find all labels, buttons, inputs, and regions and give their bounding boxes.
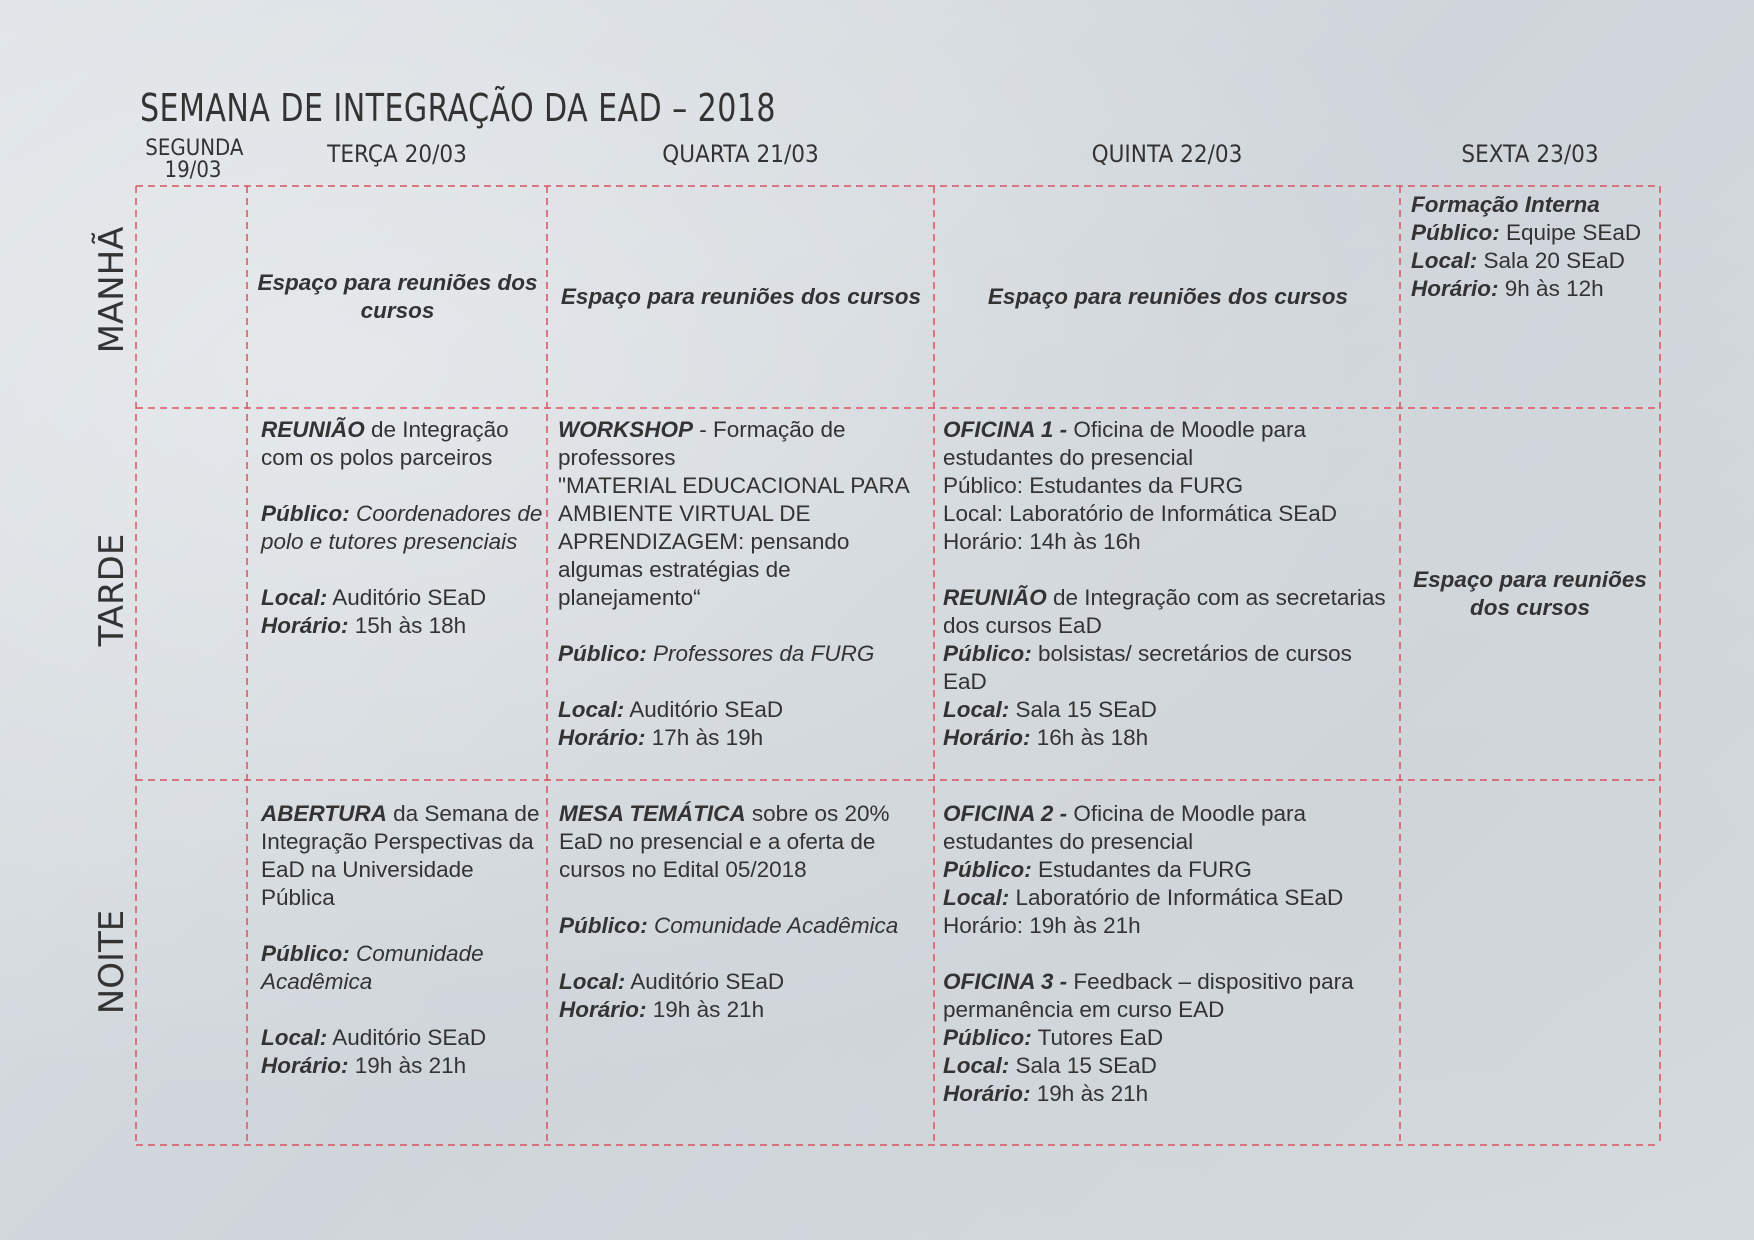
day-header-quinta: QUINTA 22/03 <box>1091 140 1243 168</box>
page-title: SEMANA DE INTEGRAÇÃO DA EAD – 2018 <box>140 86 776 130</box>
tarde-quinta-oficina-title: OFICINA 1 - Oficina de Moodle para estudantes do presencial <box>943 417 1307 470</box>
manha-sexta-title: Formação Interna <box>1411 192 1600 217</box>
tarde-terca-title: REUNIÃO de Integração com os polos parceiros <box>261 417 509 470</box>
noite-quarta-local: Local: Auditório SEaD <box>559 969 785 994</box>
manha-quarta-text: Espaço para reuniões dos cursos <box>560 284 922 309</box>
tarde-quarta-tema: "MATERIAL EDUCACIONAL PARA AMBIENTE VIRTUAL DE APRENDIZAGEM: pensando algumas estratégias de planejamento“ <box>558 473 909 610</box>
manha-quinta-cell <box>985 186 1351 408</box>
manha-sexta-local: Local: Sala 20 SEaD <box>1411 248 1625 273</box>
noite-terca-horario: Horário: 19h às 21h <box>261 1053 467 1078</box>
noite-terca-cell <box>261 800 545 1080</box>
tarde-quarta-title: WORKSHOP - Formação de professores <box>558 417 846 470</box>
tarde-quarta-publico: Público: Professores da FURG <box>558 641 875 666</box>
manha-quinta-text: Espaço para reuniões dos cursos <box>987 284 1349 309</box>
tarde-terca-publico: Público: Coordenadores de polo e tutores presenciais <box>261 501 543 554</box>
noite-terca-title: ABERTURA da Semana de Integração Perspectivas da EaD na Universidade Pública <box>261 801 540 910</box>
noite-quinta-cell <box>943 800 1398 1108</box>
noite-quarta-publico: Público: Comunidade Acadêmica <box>559 913 899 938</box>
day-header-segunda-name: SEGUNDA <box>145 136 244 161</box>
noite-quinta-o3-local: Local: Sala 15 SEaD <box>943 1053 1157 1078</box>
manha-terca-cell <box>255 186 540 408</box>
tarde-terca-local: Local: Auditório SEaD <box>261 585 487 610</box>
tarde-quinta-reuniao-horario: Horário: 16h às 18h <box>943 725 1149 750</box>
noite-quinta-o2-horario: Horário: 19h às 21h <box>943 913 1141 938</box>
manha-sexta-cell <box>1411 191 1661 303</box>
noite-quinta-o3-title: OFICINA 3 - Feedback – dispositivo para permanência em curso EAD <box>943 969 1354 1022</box>
noite-terca-publico: Público: Comunidade Acadêmica <box>261 941 484 994</box>
tarde-sexta-cell <box>1404 408 1656 780</box>
day-header-quarta: QUARTA 21/03 <box>662 140 819 168</box>
noite-quinta-o2-publico: Público: Estudantes da FURG <box>943 857 1252 882</box>
noite-quarta-horario: Horário: 19h às 21h <box>559 997 765 1022</box>
tarde-quarta-local: Local: Auditório SEaD <box>558 697 784 722</box>
period-noite-label: NOITE <box>92 909 132 1015</box>
tarde-quinta-reuniao-title: REUNIÃO de Integração com as secretarias dos cursos EaD <box>943 585 1386 638</box>
tarde-quinta-reuniao-local: Local: Sala 15 SEaD <box>943 697 1157 722</box>
manha-sexta-publico: Público: Equipe SEaD <box>1411 220 1642 245</box>
tarde-quinta-reuniao-publico: Público: bolsistas/ secretários de cursos EaD <box>943 641 1352 694</box>
noite-quinta-o3-publico: Público: Tutores EaD <box>943 1025 1164 1050</box>
period-tarde-label: TARDE <box>92 533 132 647</box>
day-header-segunda-date: 19/03 <box>164 158 222 183</box>
tarde-sexta-text: Espaço para reuniões dos cursos <box>1413 567 1647 620</box>
tarde-quinta-oficina-local: Local: Laboratório de Informática SEaD <box>943 501 1337 526</box>
noite-quinta-o2-title: OFICINA 2 - Oficina de Moodle para estudantes do presencial <box>943 801 1307 854</box>
tarde-quarta-horario: Horário: 17h às 19h <box>558 725 764 750</box>
manha-sexta-horario: Horário: 9h às 12h <box>1411 276 1604 301</box>
tarde-terca-horario: Horário: 15h às 18h <box>261 613 467 638</box>
noite-quarta-cell <box>559 800 931 1024</box>
noite-quinta-o3-horario: Horário: 19h às 21h <box>943 1081 1149 1106</box>
day-header-segunda <box>145 136 244 183</box>
period-manha-label: MANHÃ <box>92 226 132 354</box>
manha-terca-text: Espaço para reuniões dos cursos <box>257 270 538 323</box>
tarde-terca-cell <box>261 416 545 640</box>
tarde-quarta-cell <box>558 416 930 752</box>
tarde-quinta-oficina-publico: Público: Estudantes da FURG <box>943 473 1244 498</box>
day-header-terca: TERÇA 20/03 <box>327 140 467 168</box>
tarde-quinta-oficina-horario: Horário: 14h às 16h <box>943 529 1141 554</box>
day-header-sexta: SEXTA 23/03 <box>1461 140 1599 168</box>
tarde-quinta-cell <box>943 416 1398 752</box>
noite-quinta-o2-local: Local: Laboratório de Informática SEaD <box>943 885 1344 910</box>
noite-terca-local: Local: Auditório SEaD <box>261 1025 487 1050</box>
manha-quarta-cell <box>560 186 922 408</box>
noite-quarta-title: MESA TEMÁTICA sobre os 20% EaD no presencial e a oferta de cursos no Edital 05/2018 <box>559 801 890 882</box>
